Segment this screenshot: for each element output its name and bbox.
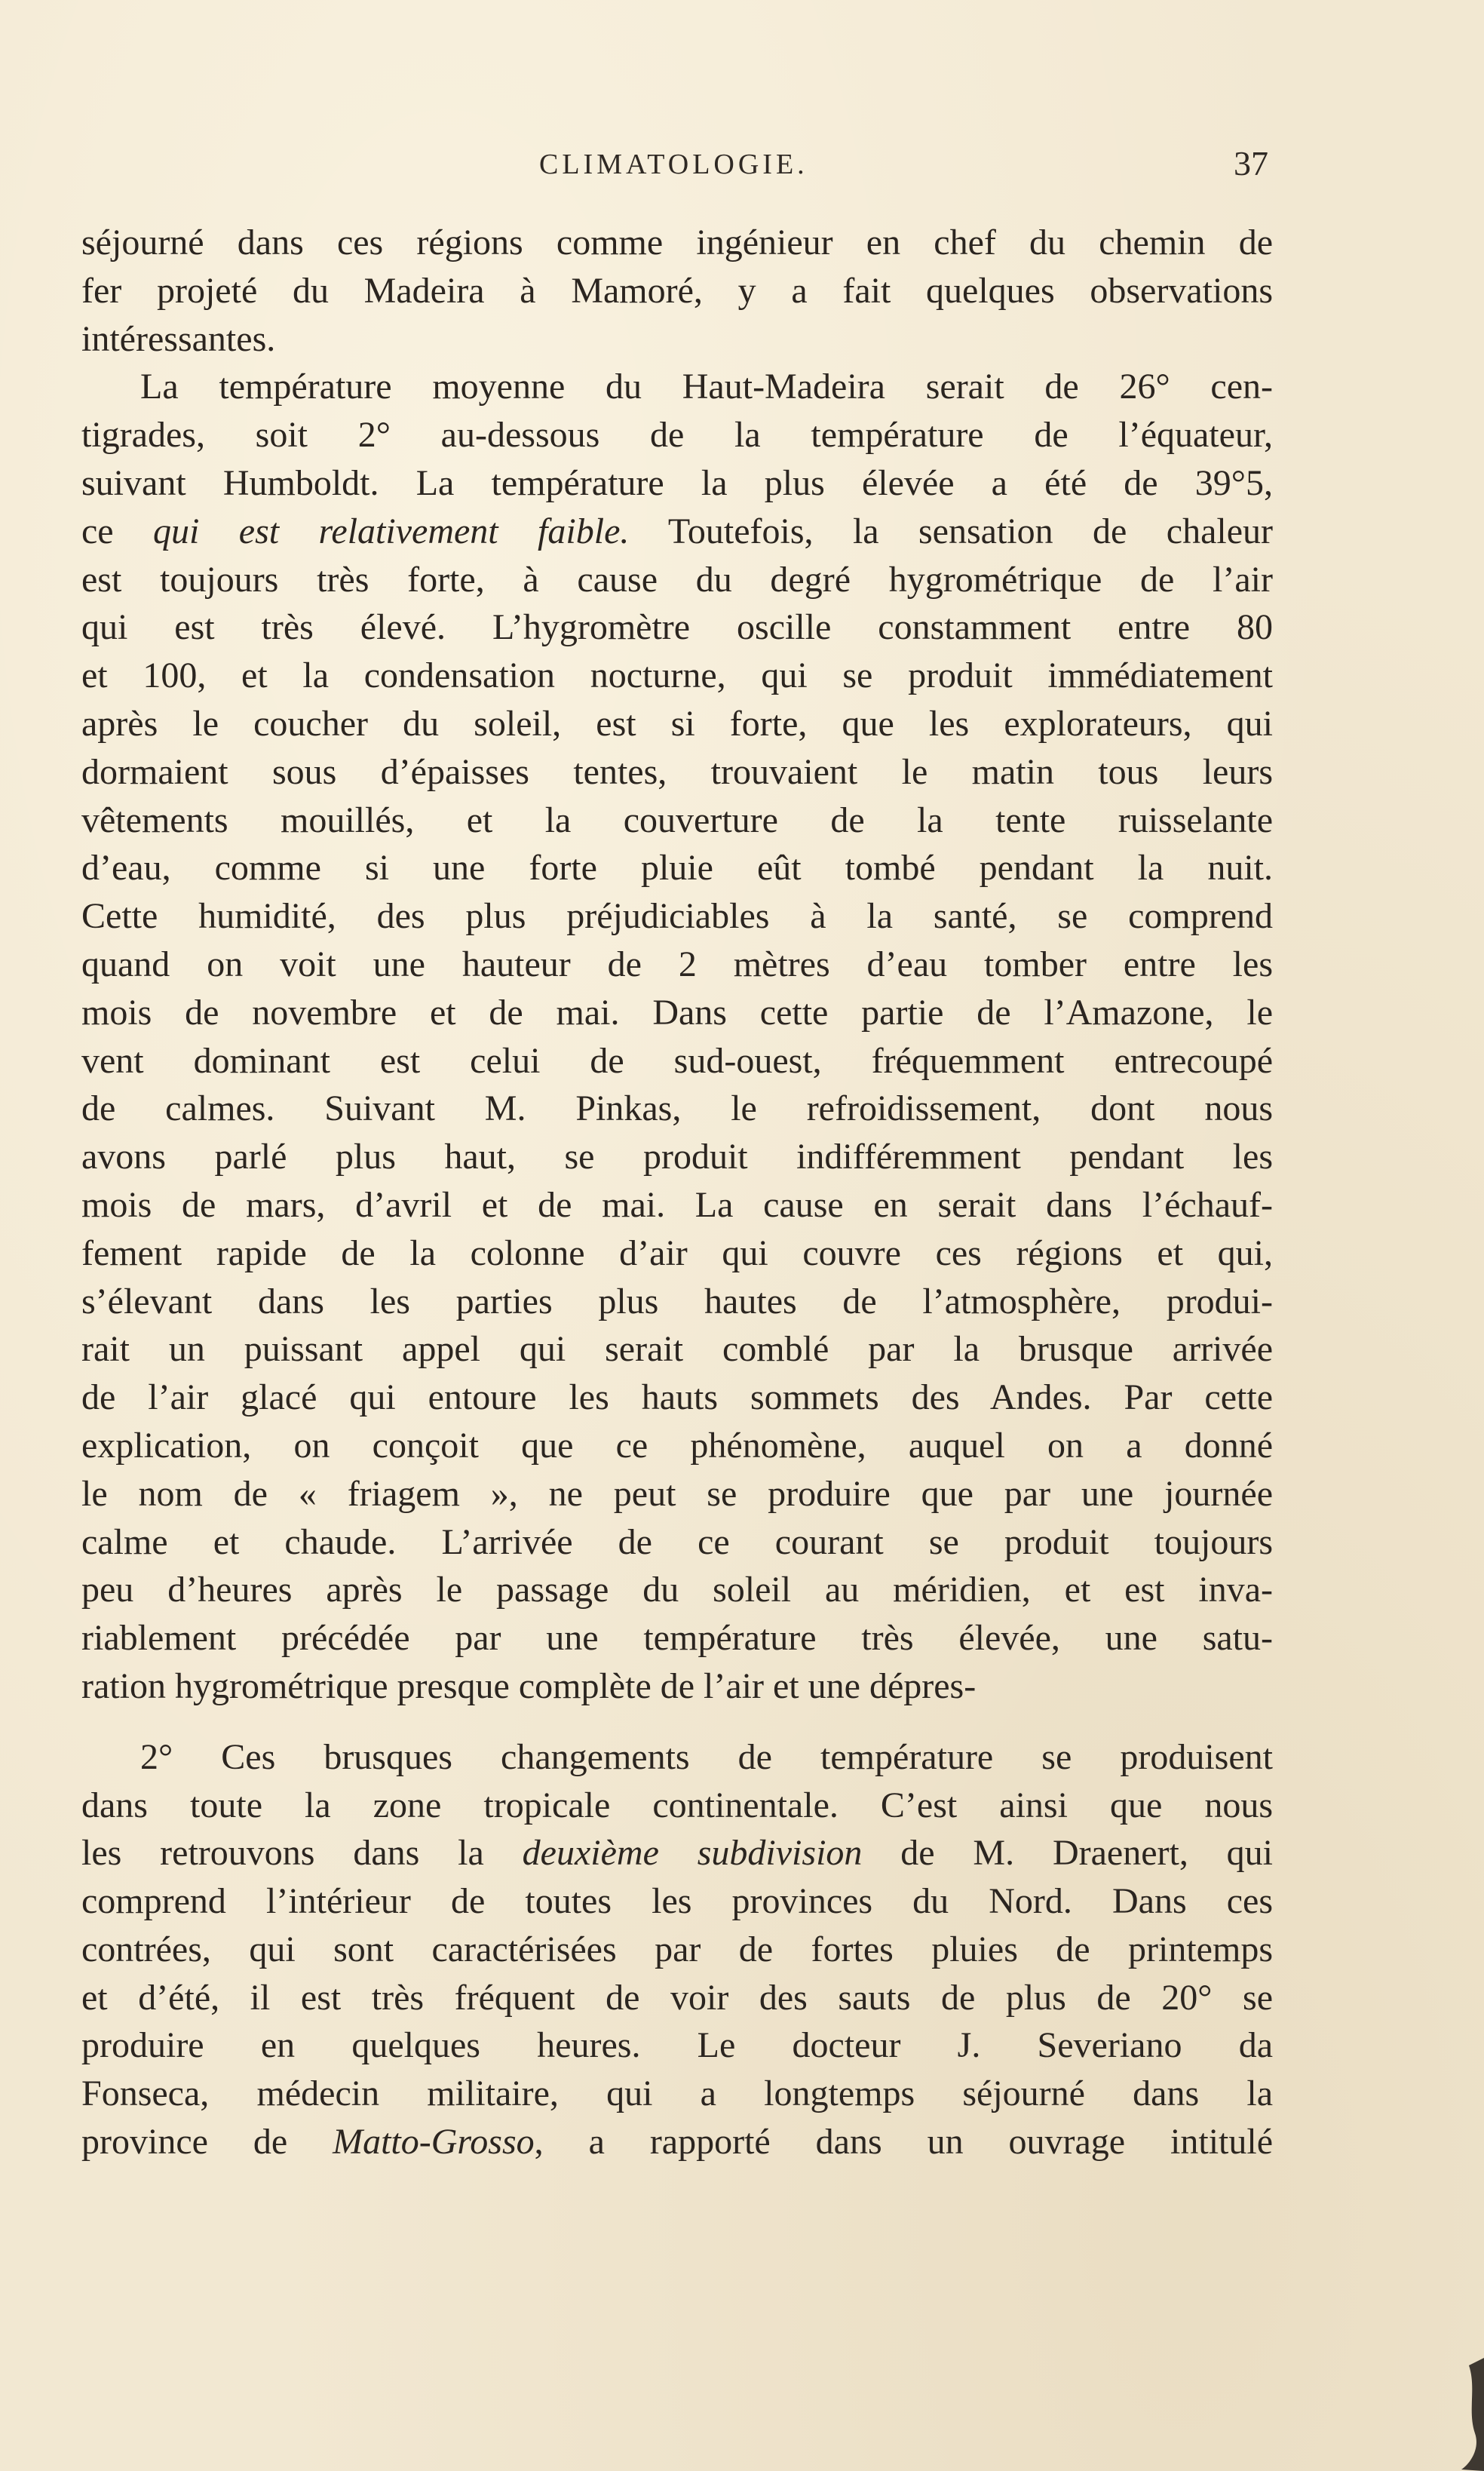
text-line: Fonseca, médecin militaire, qui a longtemps séjourné dans la	[81, 2073, 1273, 2114]
text-line: avons parlé plus haut, se produit indifféremment pendant les	[81, 1137, 1273, 1177]
text-line-with-italic: les retrouvons dans la deuxième subdivision de M. Draenert, qui	[81, 1833, 1274, 1874]
text-line: suivant Humboldt. La température la plus élevée a été de 39°5,	[81, 462, 1273, 503]
italic-phrase: qui est relativement faible.	[153, 511, 630, 551]
text-line-with-italic: province de Matto-Grosso, a rapporté dans un ouvrage intitulé	[81, 2122, 1274, 2163]
text-line: s’élevant dans les parties plus hautes de l’atmosphère, produi-	[81, 1281, 1273, 1321]
text-line: quand on voit une hauteur de 2 mètres d’eau tomber entre les	[81, 944, 1273, 984]
text-line: dormaient sous d’épaisses tentes, trouvaient le matin tous leurs	[81, 751, 1273, 792]
text-line: calme et chaude. L’arrivée de ce courant se produit toujours	[81, 1521, 1273, 1562]
text-line: fer projeté du Madeira à Mamoré, y a fait quelques observations	[81, 270, 1273, 311]
text-line: est toujours très forte, à cause du degré hygrométrique de l’air	[81, 559, 1273, 600]
text-line: séjourné dans ces régions comme ingénieur en chef du chemin de	[81, 223, 1273, 262]
body-text	[81, 219, 1273, 2166]
paragraph	[81, 1733, 1273, 2166]
text-line: le nom de « friagem », ne peut se produire que par une journée	[81, 1473, 1273, 1514]
ink-smudge	[1439, 2358, 1484, 2471]
text-line: contrées, qui sont caractérisées par de fortes pluies de printemps	[81, 1929, 1273, 1969]
text-line: dans toute la zone tropicale continentale. C’est ainsi que nous	[81, 1785, 1273, 1825]
text-line: vêtements mouillés, et la couverture de la tente ruisselante	[81, 800, 1273, 840]
text-line: peu d’heures après le passage du soleil au méridien, et est inva-	[81, 1570, 1273, 1610]
page-number: 37	[1234, 144, 1268, 183]
running-title: CLIMATOLOGIE.	[539, 149, 808, 180]
text-line: 2° Ces brusques changements de température se produisent	[140, 1736, 1273, 1777]
text-line: produire en quelques heures. Le docteur J. Severiano da	[81, 2025, 1273, 2066]
text-line: comprend l’intérieur de toutes les provinces du Nord. Dans ces	[81, 1881, 1273, 1922]
text-line: intéressantes.	[81, 318, 276, 359]
text-line: mois de novembre et de mai. Dans cette partie de l’Amazone, le	[81, 992, 1273, 1033]
running-head	[0, 144, 1484, 193]
text-line: qui est très élevé. L’hygromètre oscille constamment entre 80	[81, 607, 1273, 648]
text-line: après le coucher du soleil, est si forte, que les explorateurs, qui	[81, 703, 1273, 744]
text-line: de l’air glacé qui entoure les hauts sommets des Andes. Par cette	[81, 1377, 1273, 1418]
text-line: ration hygrométrique presque complète de l’air et une dépres-	[81, 1665, 977, 1706]
paragraph	[81, 363, 1273, 1710]
text-line: et 100, et la condensation nocturne, qui se produit immédiatement	[81, 655, 1273, 696]
italic-phrase: deuxième subdivision	[522, 1833, 863, 1874]
text-line: fement rapide de la colonne d’air qui couvre ces régions et qui,	[81, 1232, 1273, 1273]
text-line: et d’été, il est très fréquent de voir des sauts de plus de 20° se	[81, 1977, 1273, 2018]
text-line: Cette humidité, des plus préjudiciables à la santé, se comprend	[81, 896, 1273, 937]
text-line: d’eau, comme si une forte pluie eût tombé pendant la nuit.	[81, 848, 1273, 889]
text-line: tigrades, soit 2° au-dessous de la température de l’équateur,	[81, 415, 1273, 456]
text-line-with-italic: ce qui est relativement faible. Toutefois, la sensation de chaleur	[81, 511, 1274, 551]
text-line: La température moyenne du Haut-Madeira serait de 26° cen-	[140, 367, 1273, 407]
text-line: vent dominant est celui de sud-ouest, fréquemment entrecoupé	[81, 1040, 1273, 1081]
paragraph-gap	[81, 1711, 1273, 1733]
text-line: de calmes. Suivant M. Pinkas, le refroidissement, dont nous	[81, 1088, 1273, 1129]
italic-phrase: Matto-Grosso	[333, 2122, 535, 2163]
text-line-with-italic: explication, on conçoit que ce phénomène, auquel on a donné	[81, 1425, 1273, 1466]
paragraph	[81, 219, 1273, 363]
text-line: rait un puissant appel qui serait comblé par la brusque arrivée	[81, 1329, 1273, 1370]
text-line: riablement précédée par une température très élevée, une satu-	[81, 1618, 1273, 1659]
text-line: mois de mars, d’avril et de mai. La cause en serait dans l’échauf-	[81, 1184, 1273, 1225]
